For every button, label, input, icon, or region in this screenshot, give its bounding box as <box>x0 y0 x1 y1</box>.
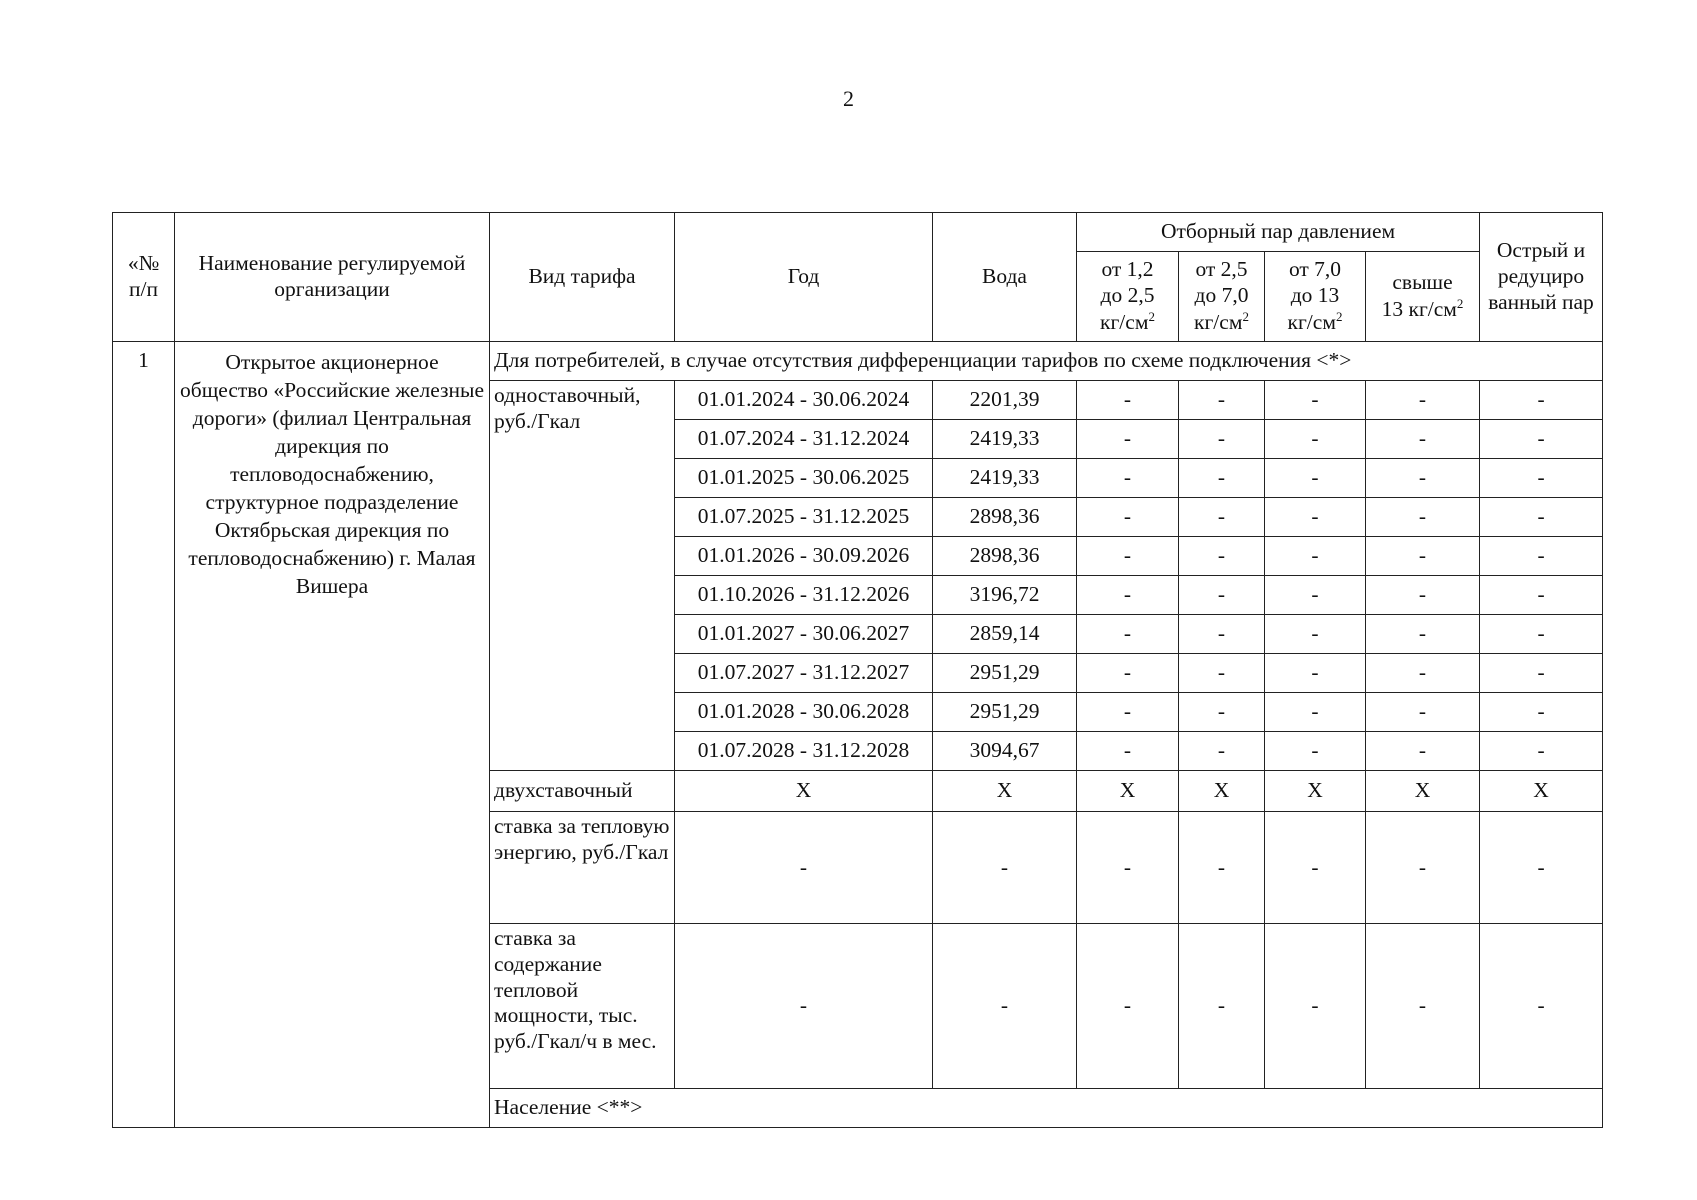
energy-rate-cell: - <box>1265 812 1366 924</box>
header-pressure-3 <box>1265 252 1366 342</box>
steam-4-cell: - <box>1366 420 1480 459</box>
header-pressure-1-to: до 2,5 <box>1100 283 1155 308</box>
steam-4-cell: - <box>1366 381 1480 420</box>
steam-4-cell: - <box>1366 459 1480 498</box>
steam-1-cell: - <box>1077 732 1179 771</box>
energy-rate-cell: - <box>1077 812 1179 924</box>
section-row-consumers <box>113 342 1603 381</box>
sharp-steam-cell: - <box>1480 732 1603 771</box>
steam-2-cell: - <box>1179 498 1265 537</box>
steam-4-cell: - <box>1366 693 1480 732</box>
period-cell: 01.07.2028 - 31.12.2028 <box>675 732 933 771</box>
period-cell: 01.01.2028 - 30.06.2028 <box>675 693 933 732</box>
page-number: 2 <box>843 86 854 111</box>
header-pressure-3-to: до 13 <box>1290 283 1340 308</box>
steam-1-cell: - <box>1077 381 1179 420</box>
capacity-rate-cell: - <box>1179 924 1265 1089</box>
steam-3-cell: - <box>1265 498 1366 537</box>
steam-2-cell: - <box>1179 654 1265 693</box>
steam-3-cell: - <box>1265 693 1366 732</box>
steam-1-cell: - <box>1077 693 1179 732</box>
header-pressure-4-to: 13 кг/см <box>1381 297 1457 322</box>
header-pressure-2-to: до 7,0 <box>1194 283 1249 308</box>
capacity-rate-label: ставка за содержание тепловой мощности, тыс. руб./Гкал/ч в мес. <box>490 924 675 1089</box>
steam-3-cell: - <box>1265 732 1366 771</box>
steam-3-cell: - <box>1265 615 1366 654</box>
steam-2-cell: - <box>1179 732 1265 771</box>
header-pressure-1-unit-exp: 2 <box>1148 308 1155 324</box>
header-pressure-1-unit: кг/см <box>1100 309 1149 334</box>
sharp-steam-cell: - <box>1480 537 1603 576</box>
energy-rate-cell: - <box>1179 812 1265 924</box>
steam-1-cell: - <box>1077 654 1179 693</box>
header-water: Вода <box>933 213 1077 342</box>
header-pressure-3-from: от 7,0 <box>1288 257 1342 282</box>
two-rate-cell: X <box>1366 771 1480 812</box>
sharp-steam-cell: - <box>1480 615 1603 654</box>
org-number: 1 <box>113 342 175 1128</box>
period-cell: 01.07.2024 - 31.12.2024 <box>675 420 933 459</box>
tariff-table <box>112 212 1603 1128</box>
steam-3-cell: - <box>1265 381 1366 420</box>
sharp-steam-cell: - <box>1480 654 1603 693</box>
two-rate-cell: X <box>1077 771 1179 812</box>
two-rate-cell: X <box>675 771 933 812</box>
steam-1-cell: - <box>1077 576 1179 615</box>
section-population: Население <**> <box>490 1089 1603 1128</box>
sharp-steam-cell: - <box>1480 381 1603 420</box>
header-pressure-2-unit: кг/см <box>1194 309 1243 334</box>
steam-2-cell: - <box>1179 381 1265 420</box>
steam-3-cell: - <box>1265 576 1366 615</box>
two-rate-label: двухставочный <box>490 771 675 812</box>
energy-rate-cell: - <box>1480 812 1603 924</box>
header-pressure-1 <box>1077 252 1179 342</box>
period-cell: 01.07.2025 - 31.12.2025 <box>675 498 933 537</box>
water-cell: 2201,39 <box>933 381 1077 420</box>
steam-1-cell: - <box>1077 537 1179 576</box>
capacity-rate-cell: - <box>675 924 933 1089</box>
water-cell: 2898,36 <box>933 498 1077 537</box>
capacity-rate-cell: - <box>933 924 1077 1089</box>
header-org-name: Наименование регулируемой организации <box>175 213 490 342</box>
energy-rate-label: ставка за тепловую энергию, руб./Гкал <box>490 812 675 924</box>
capacity-rate-cell: - <box>1077 924 1179 1089</box>
energy-rate-cell: - <box>933 812 1077 924</box>
header-pressure-1-from: от 1,2 <box>1101 257 1154 282</box>
capacity-rate-cell: - <box>1480 924 1603 1089</box>
water-cell: 2898,36 <box>933 537 1077 576</box>
header-pressure-3-unit: кг/см <box>1287 309 1336 334</box>
period-cell: 01.10.2026 - 31.12.2026 <box>675 576 933 615</box>
water-cell: 2419,33 <box>933 420 1077 459</box>
header-pressure-2-from: от 2,5 <box>1195 257 1248 282</box>
steam-2-cell: - <box>1179 615 1265 654</box>
header-pressure-group: Отборный пар давлением <box>1077 213 1480 252</box>
steam-3-cell: - <box>1265 420 1366 459</box>
header-pressure-4-unit-exp: 2 <box>1456 295 1464 311</box>
header-pressure-2-unit-exp: 2 <box>1242 308 1249 324</box>
steam-2-cell: - <box>1179 576 1265 615</box>
steam-4-cell: - <box>1366 732 1480 771</box>
steam-3-cell: - <box>1265 537 1366 576</box>
two-rate-cell: X <box>933 771 1077 812</box>
steam-2-cell: - <box>1179 459 1265 498</box>
header-pressure-2 <box>1179 252 1265 342</box>
period-cell: 01.01.2024 - 30.06.2024 <box>675 381 933 420</box>
header-pressure-4 <box>1366 252 1480 342</box>
steam-1-cell: - <box>1077 459 1179 498</box>
water-cell: 2419,33 <box>933 459 1077 498</box>
water-cell: 2951,29 <box>933 654 1077 693</box>
sharp-steam-cell: - <box>1480 693 1603 732</box>
capacity-rate-cell: - <box>1265 924 1366 1089</box>
period-cell: 01.01.2025 - 30.06.2025 <box>675 459 933 498</box>
sharp-steam-cell: - <box>1480 420 1603 459</box>
header-pressure-3-unit-exp: 2 <box>1335 308 1343 324</box>
water-cell: 2951,29 <box>933 693 1077 732</box>
two-rate-cell: X <box>1265 771 1366 812</box>
water-cell: 3094,67 <box>933 732 1077 771</box>
steam-4-cell: - <box>1366 615 1480 654</box>
section-consumers: Для потребителей, в случае отсутствия дифференциации тарифов по схеме подключения <*> <box>490 342 1603 381</box>
header-year: Год <box>675 213 933 342</box>
two-rate-cell: X <box>1480 771 1603 812</box>
header-row-1 <box>113 213 1603 252</box>
sharp-steam-cell: - <box>1480 459 1603 498</box>
capacity-rate-cell: - <box>1366 924 1480 1089</box>
header-pressure-4-from: свыше <box>1392 270 1453 295</box>
steam-3-cell: - <box>1265 654 1366 693</box>
water-cell: 3196,72 <box>933 576 1077 615</box>
period-cell: 01.01.2026 - 30.09.2026 <box>675 537 933 576</box>
steam-1-cell: - <box>1077 615 1179 654</box>
steam-4-cell: - <box>1366 498 1480 537</box>
steam-1-cell: - <box>1077 420 1179 459</box>
steam-4-cell: - <box>1366 654 1480 693</box>
header-sharp-steam: Острый и редуциро ванный пар <box>1480 213 1603 342</box>
energy-rate-cell: - <box>675 812 933 924</box>
sharp-steam-cell: - <box>1480 576 1603 615</box>
steam-4-cell: - <box>1366 537 1480 576</box>
sharp-steam-cell: - <box>1480 498 1603 537</box>
steam-3-cell: - <box>1265 459 1366 498</box>
steam-2-cell: - <box>1179 537 1265 576</box>
steam-4-cell: - <box>1366 576 1480 615</box>
energy-rate-cell: - <box>1366 812 1480 924</box>
steam-2-cell: - <box>1179 420 1265 459</box>
single-rate-label: одноставочный, руб./Гкал <box>490 381 675 771</box>
header-num: «№ п/п <box>113 213 175 342</box>
two-rate-cell: X <box>1179 771 1265 812</box>
steam-2-cell: - <box>1179 693 1265 732</box>
org-name: Открытое акционерное общество «Российские железные дороги» (филиал Центральная дирекция по тепловодоснабжению, структурное подразделение Октябрьская дирекция по тепловодоснабжению) г. Малая Вишера <box>175 342 490 1128</box>
steam-1-cell: - <box>1077 498 1179 537</box>
period-cell: 01.07.2027 - 31.12.2027 <box>675 654 933 693</box>
period-cell: 01.01.2027 - 30.06.2027 <box>675 615 933 654</box>
header-tariff-type: Вид тарифа <box>490 213 675 342</box>
water-cell: 2859,14 <box>933 615 1077 654</box>
